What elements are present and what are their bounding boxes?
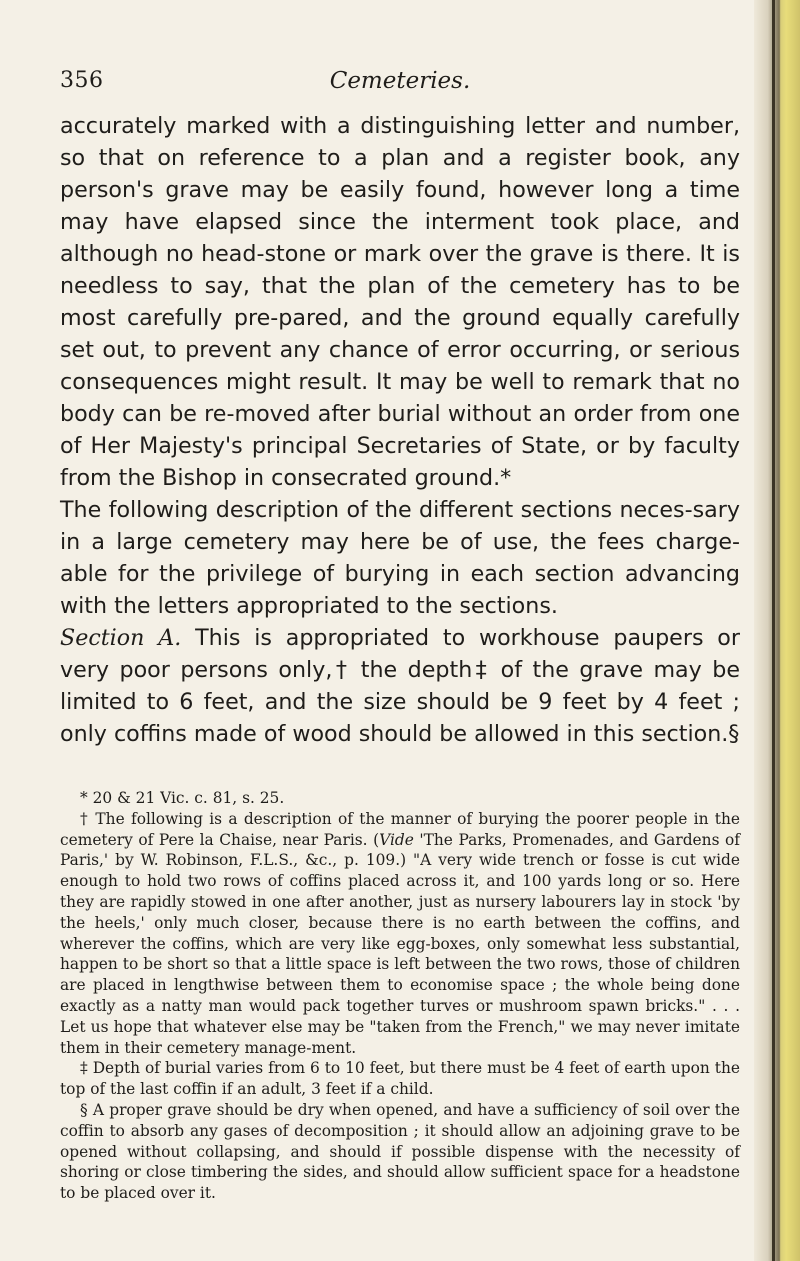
paragraph-3 xyxy=(60,622,740,750)
footnotes xyxy=(60,788,740,1204)
page-edge-binding xyxy=(754,0,800,1261)
running-title: Cemeteries. xyxy=(329,68,471,94)
page-number: 356 xyxy=(60,68,104,93)
footnote-2-vide: Vide xyxy=(379,830,414,849)
footnote-2-text-end: 'The Parks, Promenades, and Gardens of Paris,' by W. Robinson, F.L.S., &c., p. 109.) "A very wide trench or fosse is cut wide enough to hold two rows of coffins placed across it, and 100 yards long or so. Here they are rapidly stowed in one after another, just as nursery labourers lay in stock 'by the heels,' only much closer, because there is no earth between the coffins, and wherever the coffins, which are very like egg-boxes, only somewhat less substantial, happen to be short so that a little space is left between the two rows, those of children are placed in lengthwise between them to economise space ; the whole being done exactly as a natty man would pack together turves or mushroom spawn bricks." . . . Let us hope that whatever else may be "taken from the French," we may never imitate them in their cemetery manage-ment. xyxy=(60,830,740,1057)
section-a-label: Section A. xyxy=(60,625,182,651)
section-a-text: This is appropriated to workhouse paupers or very poor persons only,† the depth‡ of the grave may be limited to 6 feet, and the size should be 9 feet by 4 feet ; only coffins made of wood should be allowed in this section.§ xyxy=(60,625,741,747)
footnote-1: * 20 & 21 Vic. c. 81, s. 25. xyxy=(80,789,285,807)
paragraph-1: accurately marked with a distinguishing letter and number, so that on reference to a plan and a register book, any person's grave may be easily found, however long a time may have elapsed since the interment took place, and although no head-stone or mark over the grave is there. It is needless to say, that the plan of the cemetery has to be most carefully pre-pared, and the ground equally carefully set out, to prevent any chance of error occurring, or serious consequences might result. It may be well to remark that no body can be re-moved after burial without an order from one of Her Majesty's principal Secretaries of State, or by faculty from the Bishop in consecrated ground.* xyxy=(60,113,740,491)
footnote-2 xyxy=(60,809,740,1059)
paragraph-2: The following description of the different sections neces-sary in a large cemetery may here be of use, the fees charge-able for the privilege of burying in each section advancing with the letters appropriated to the sections. xyxy=(60,497,740,619)
footnote-4: § A proper grave should be dry when opened, and have a sufficiency of soil over the coffin to absorb any gases of decomposition ; it should allow an adjoining grave to be opened without collapsing, and should if possible dispense with the necessity of shoring or close timbering the sides, and should allow sufficient space for a headstone to be placed over it. xyxy=(60,1100,740,1203)
footnote-2-text-start: † The following is a description of the manner of burying the poorer people in the cemetery of Pere la Chaise, near Paris. ( xyxy=(60,809,740,849)
body-text xyxy=(60,110,740,750)
page-header xyxy=(60,68,740,108)
footnote-3: ‡ Depth of burial varies from 6 to 10 feet, but there must be 4 feet of earth upon the top of the last coffin if an adult, 3 feet if a child. xyxy=(60,1059,740,1099)
